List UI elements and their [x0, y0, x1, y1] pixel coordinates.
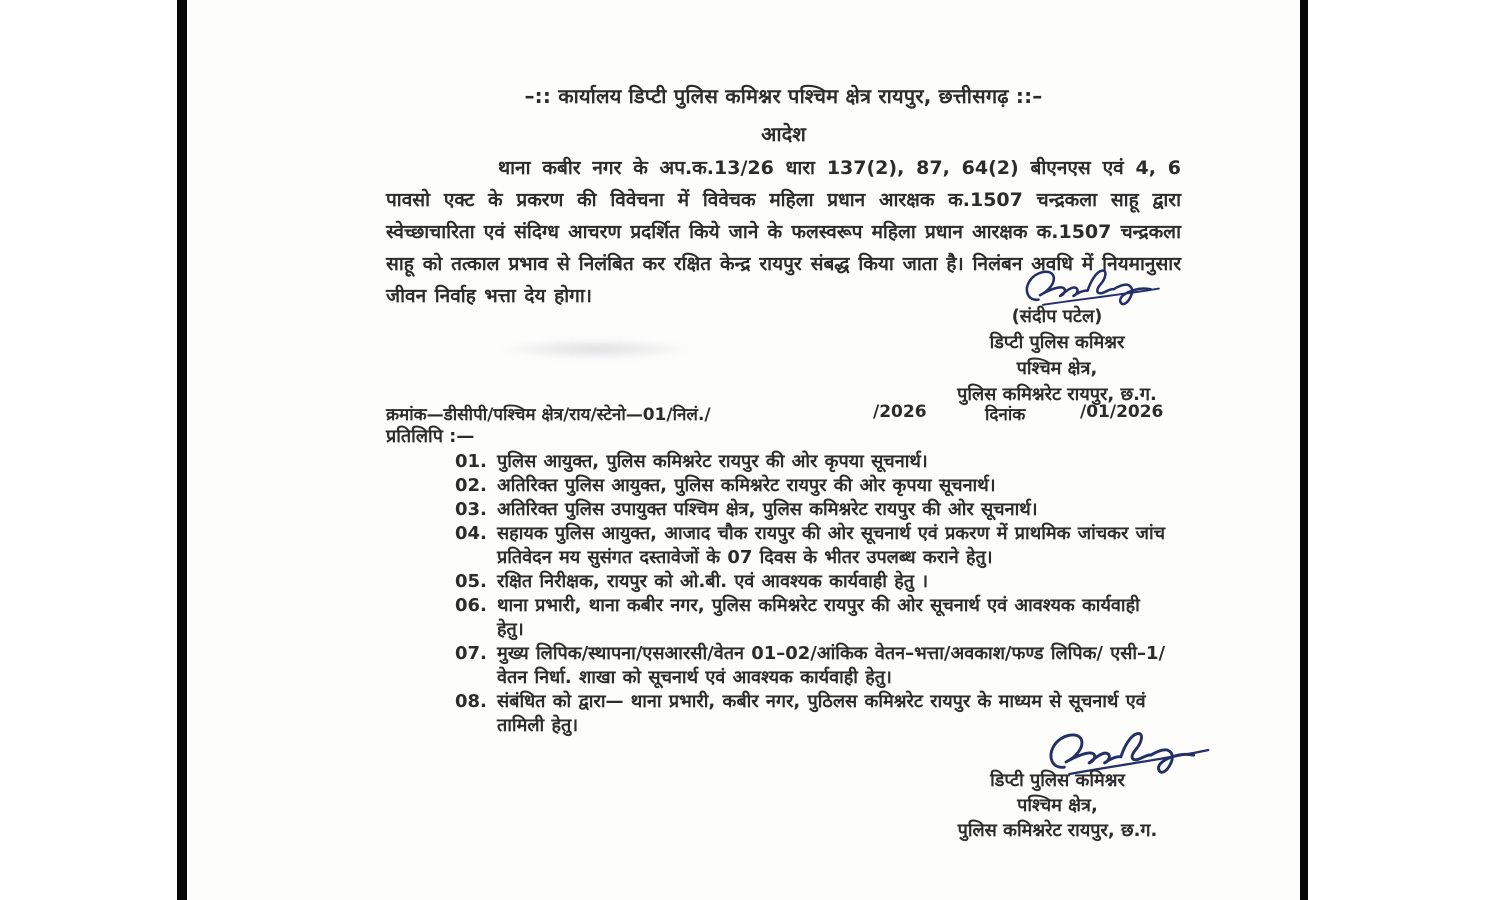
order-title: आदेश: [761, 122, 806, 146]
footer-signatory-block: [925, 768, 1190, 843]
copy-item-text: थाना प्रभारी, थाना कबीर नगर, पुलिस कमिश्नरेट रायपुर की ओर सूचनार्थ एवं आवश्यक कार्यवाही हेतु।: [497, 595, 1140, 640]
scan-edge-right: [1300, 0, 1308, 900]
copy-item-number: 05.: [455, 571, 487, 592]
copy-item-number: 03.: [455, 499, 487, 520]
copy-item-text: पुलिस आयुक्त, पुलिस कमिश्नरेट रायपुर की ओर कृपया सूचनार्थ।: [497, 451, 928, 472]
copy-list-item: [455, 594, 1170, 642]
reference-number-label: क्रमांक—डीसीपी/पश्चिम क्षेत्र/राय/स्टेनो—01/निलं./: [386, 405, 711, 425]
copy-list-item: [455, 450, 1170, 474]
faded-stamp-smudge: [498, 338, 693, 360]
footer-signatory-office: पुलिस कमिश्नरेट रायपुर, छ.ग.: [957, 820, 1158, 841]
office-header: –:: कार्यालय डिप्टी पुलिस कमिश्नर पश्चिम क्षेत्र रायपुर, छत्तीसगढ़ ::–: [524, 84, 1043, 108]
copy-item-number: 08.: [455, 691, 487, 712]
copy-item-text: मुख्य लिपिक/स्थापना/एसआरसी/वेतन 01–02/आंकिक वेतन–भत्ता/अवकाश/फण्ड लिपिक/ एसी–1/ वेतन निर्धा. शाखा को सूचनार्थ एवं आवश्यक कार्यवाही हेतु।: [497, 643, 1166, 688]
signatory-block: [928, 304, 1186, 408]
copy-list-item: [455, 570, 1170, 594]
copy-list-item: [455, 522, 1170, 570]
copy-item-number: 02.: [455, 475, 487, 496]
reference-number-year: /2026: [873, 402, 927, 422]
copy-item-number: 01.: [455, 451, 487, 472]
order-body-paragraph: थाना कबीर नगर के अप.क.13/26 धारा 137(2), 87, 64(2) बीएनएस एवं 4, 6 पावसो एक्ट के प्रकरण की विवेचना में विवेचक महिला प्रधान आरक्षक क.1507 चन्द्रकला साहू द्वारा स्वेच्छाचारिता एवं संदिग्ध आचरण प्रदर्शित किये जाने के फलस्वरूप महिला प्रधान आरक्षक क.1507 चन्द्रकला साहू को तत्काल प्रभाव से निलंबित कर रक्षित केन्द्र रायपुर संबद्ध किया जाता है। निलंबन अवधि में नियमानुसार जीवन निर्वाह भत्ता देय होगा।: [386, 157, 1181, 307]
copy-item-text: सहायक पुलिस आयुक्त, आजाद चौक रायपुर की ओर सूचनार्थ एवं प्रकरण में प्राथमिक जांचकर जांच प्रतिवेदन मय सुसंगत दस्तावेजों के 07 दिवस के भीतर उपलब्ध कराने हेतु।: [497, 523, 1166, 568]
signatory-zone: पश्चिम क्षेत्र,: [1016, 358, 1098, 379]
reference-date-value: /01/2026: [1080, 402, 1164, 422]
copy-list-item: [455, 642, 1170, 690]
copy-list-item: [455, 474, 1170, 498]
signatory-office: पुलिस कमिश्नरेट रायपुर, छ.ग.: [957, 384, 1157, 405]
signatory-name: (संदीप पटेल): [1011, 306, 1103, 327]
copy-list-item: [455, 498, 1170, 522]
copy-item-text: संबंधित को द्वारा— थाना प्रभारी, कबीर नगर, पुठिलस कमिश्नरेट रायपुर के माध्यम से सूचनार्थ एवं तामिली हेतु।: [497, 691, 1146, 736]
footer-signatory-title: डिप्टी पुलिस कमिश्नर: [990, 770, 1125, 791]
copy-item-number: 04.: [455, 523, 487, 544]
signatory-title: डिप्टी पुलिस कमिश्नर: [989, 332, 1125, 353]
copy-item-number: 07.: [455, 643, 487, 664]
footer-signatory-zone: पश्चिम क्षेत्र,: [1017, 795, 1098, 816]
copies-label: प्रतिलिपि :—: [386, 426, 475, 447]
reference-line: [386, 402, 1176, 426]
copy-item-text: रक्षित निरीक्षक, रायपुर को ओ.बी. एवं आवश्यक कार्यवाही हेतु ।: [497, 571, 929, 592]
reference-date-label: दिनांक: [985, 405, 1026, 425]
scan-edge-left: [177, 0, 187, 900]
copy-item-text: अतिरिक्त पुलिस उपायुक्त पश्चिम क्षेत्र, पुलिस कमिश्नरेट रायपुर की ओर सूचनार्थ।: [497, 499, 1038, 520]
copy-item-text: अतिरिक्त पुलिस आयुक्त, पुलिस कमिश्नरेट रायपुर की ओर कृपया सूचनार्थ।: [497, 475, 996, 496]
copy-item-number: 06.: [455, 595, 487, 616]
copy-list: [455, 450, 1170, 738]
